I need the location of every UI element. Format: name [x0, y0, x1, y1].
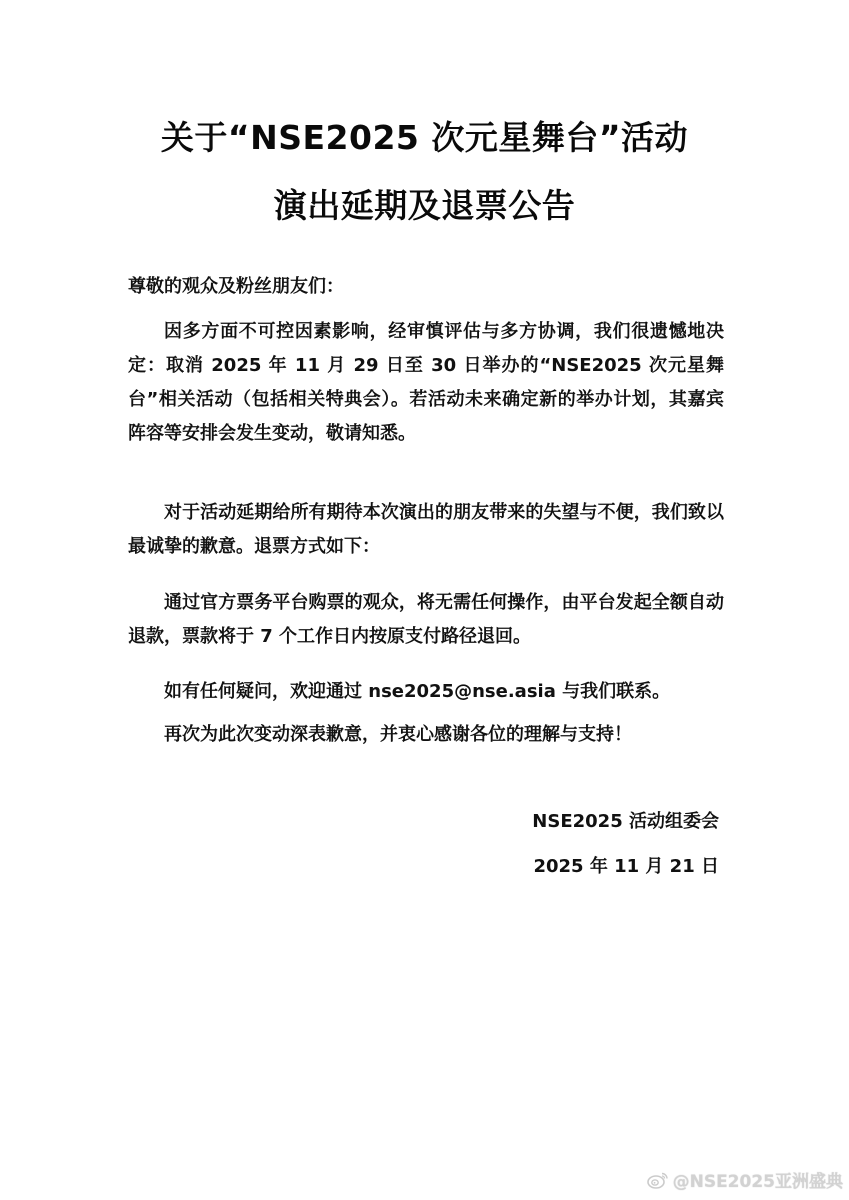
weibo-icon [647, 1171, 669, 1189]
signoff-organization: NSE2025 活动组委会 [532, 811, 719, 832]
watermark-text: @NSE2025亚洲盛典 [672, 1172, 843, 1192]
paragraph-contact: 如有任何疑问，欢迎通过 nse2025@nse.asia 与我们联系。 [164, 681, 671, 702]
paragraph-apology: 对于活动延期给所有期待本次演出的朋友带来的失望与不便，我们致以最诚挚的歉意。退票方式如下： [128, 502, 724, 557]
announcement-title-line-2: 演出延期及退票公告 [273, 186, 576, 225]
salutation: 尊敬的观众及粉丝朋友们： [128, 276, 344, 297]
announcement-title-line-1: 关于“NSE2025 次元星舞台”活动 [160, 118, 689, 157]
signoff-date: 2025 年 11 月 21 日 [533, 856, 719, 877]
paragraph-refund-method: 通过官方票务平台购票的观众，将无需任何操作，由平台发起全额自动退款，票款将于 7 个工作日内按原支付路径退回。 [128, 592, 724, 647]
weibo-watermark [647, 1167, 843, 1192]
paragraph-cancellation: 因多方面不可控因素影响，经审慎评估与多方协调，我们很遗憾地决定：取消 2025 年 11 月 29 日至 30 日举办的“NSE2025 次元星舞台”相关活动（包括相关特典会）。若活动未来确定新的举办计划，其嘉宾阵容等安排会发生变动，敬请知悉。 [128, 321, 724, 444]
paragraph-closing: 再次为此次变动深表歉意，并衷心感谢各位的理解与支持！ [164, 724, 632, 745]
